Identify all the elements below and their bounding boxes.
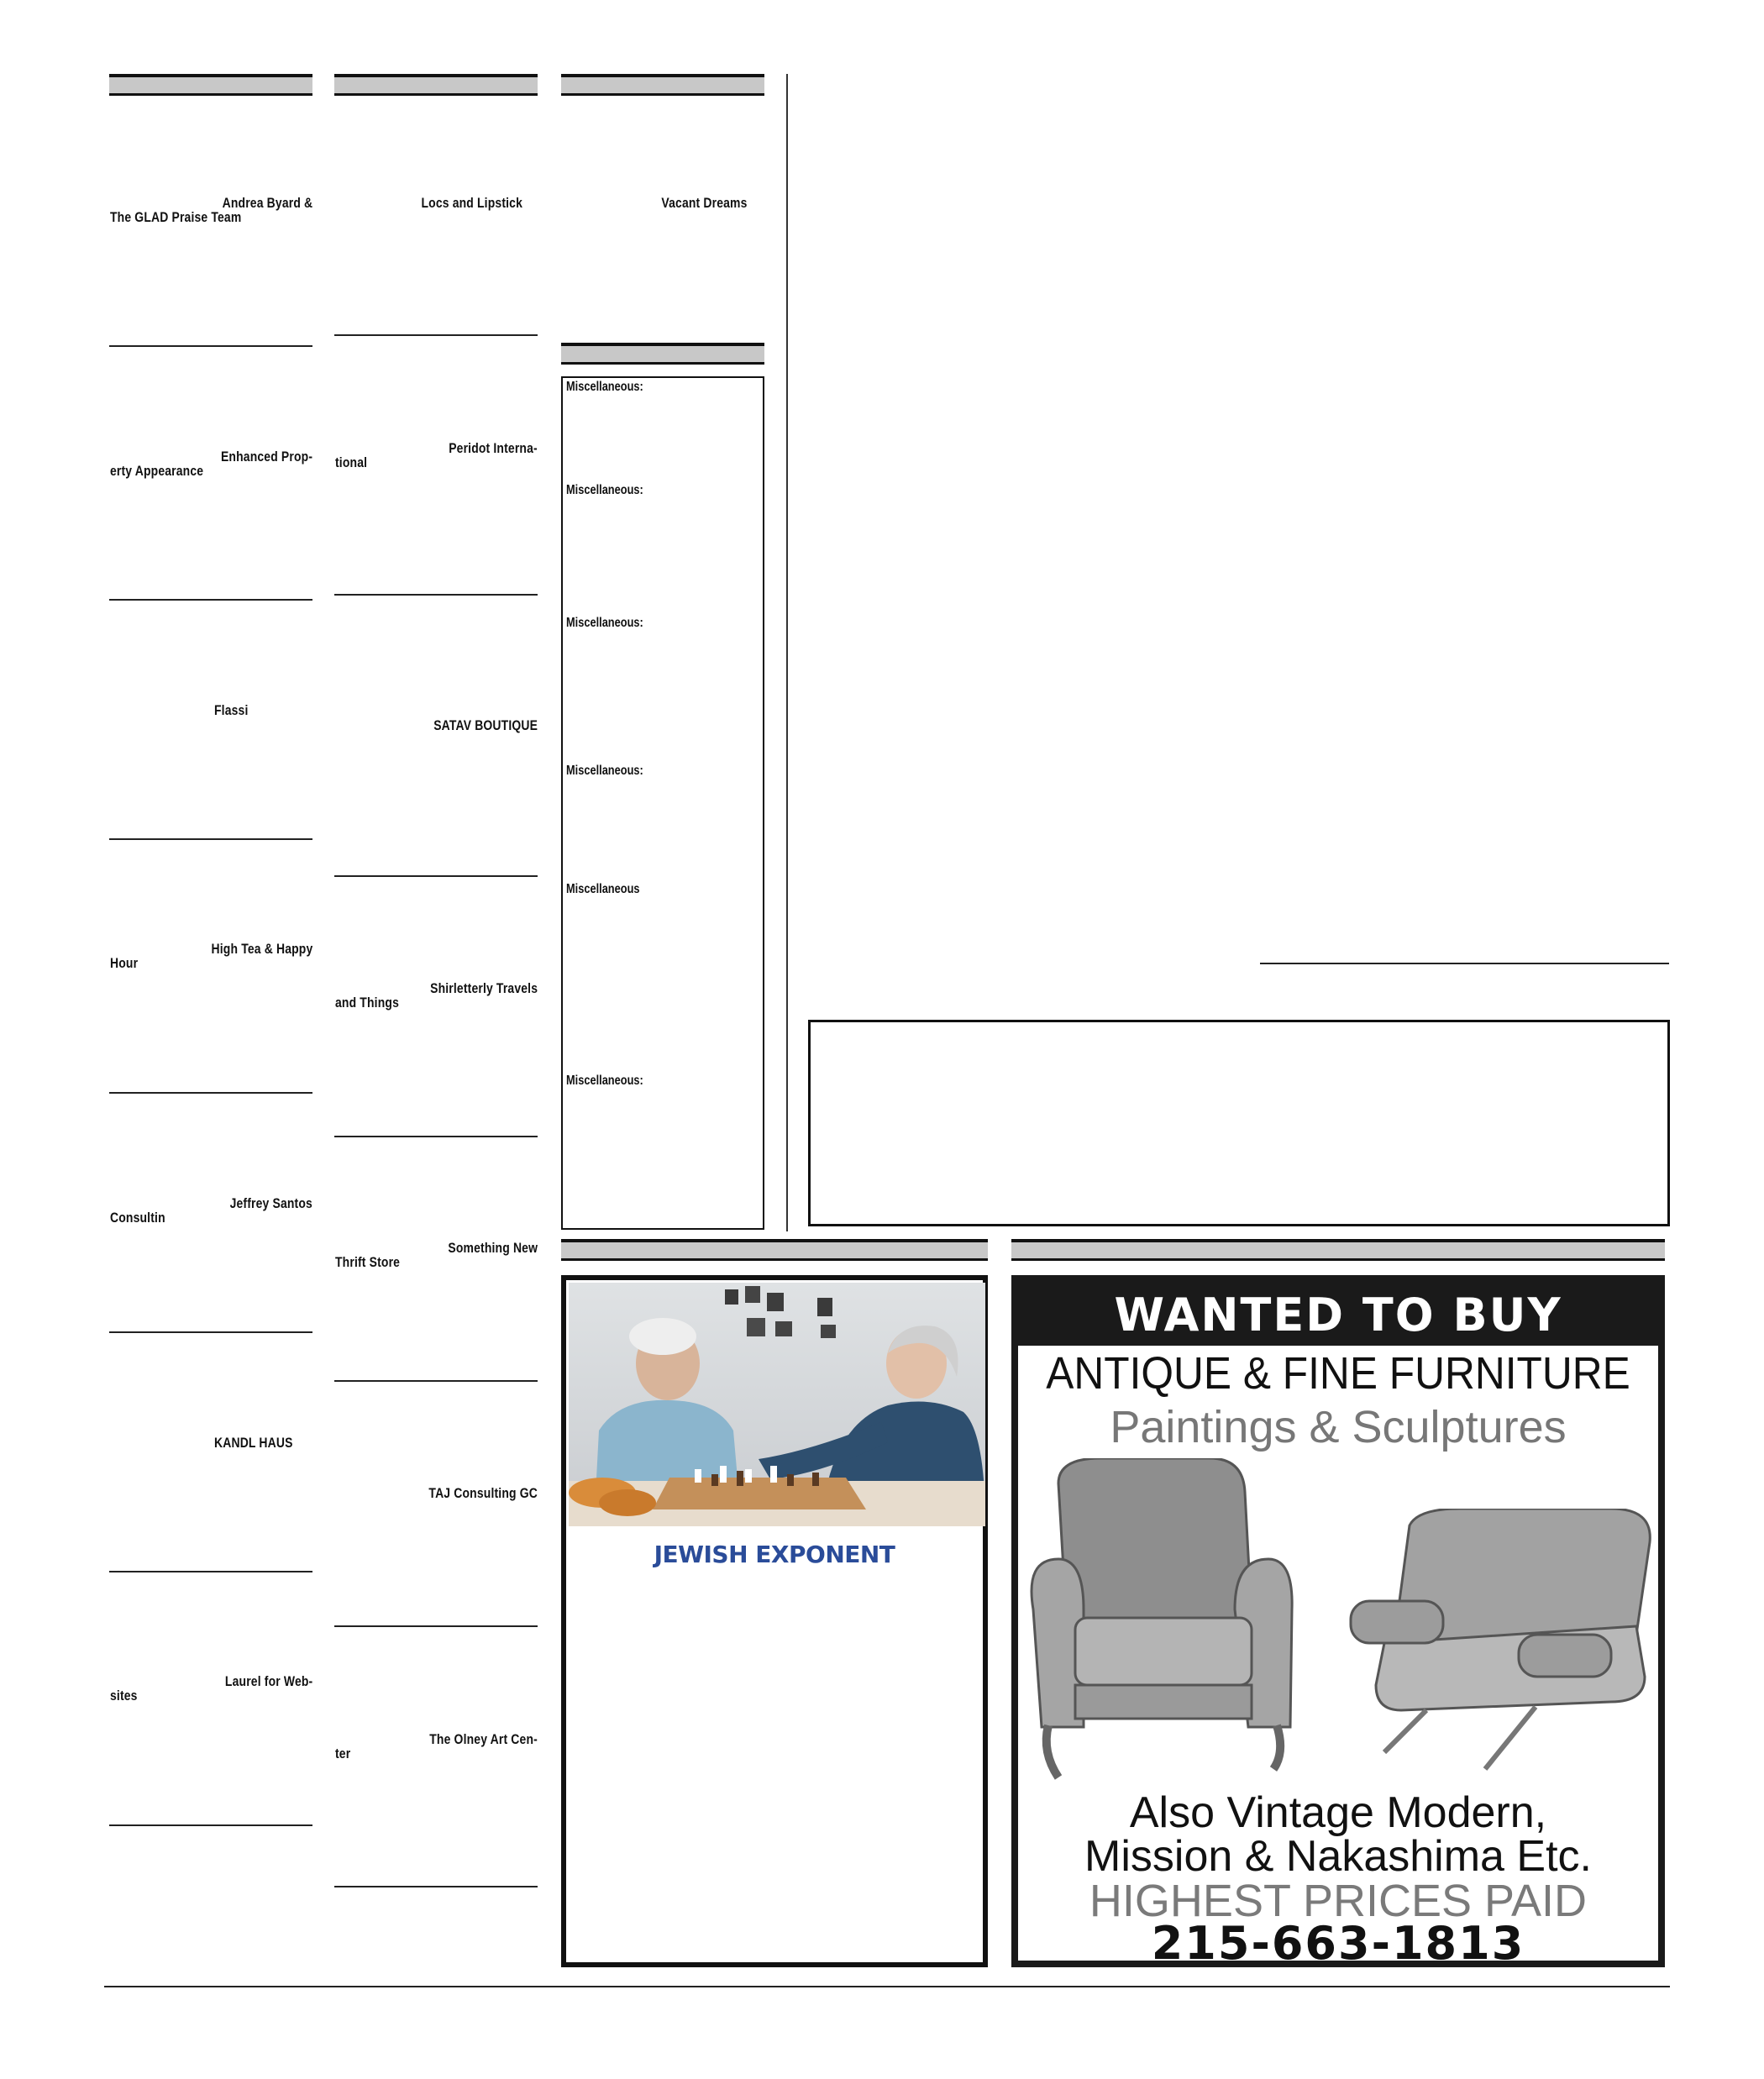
listing-name: Flassi [214, 702, 249, 718]
listing-name: Jeffrey Santos [229, 1195, 312, 1211]
divider [334, 1625, 538, 1627]
ad-header-bar-left [561, 1239, 988, 1261]
exponent-ad[interactable] [561, 1275, 988, 1967]
listing-name: Something New [448, 1240, 538, 1256]
ad-line-paintings: Paintings & Sculptures [1110, 1402, 1567, 1452]
furniture-ad[interactable] [1011, 1275, 1665, 1970]
misc-box [561, 376, 764, 1230]
divider [334, 875, 538, 877]
divider [109, 838, 312, 840]
page-bottom-rule [104, 1986, 1670, 1987]
listing-name-cont: Consultin [110, 1210, 165, 1226]
divider [109, 345, 312, 347]
misc-label: Miscellaneous [566, 882, 640, 896]
listing-name: Peridot Interna- [449, 440, 538, 456]
divider [109, 599, 312, 601]
listing-name-cont: tional [335, 454, 368, 470]
listing-name: The Olney Art Cen- [429, 1731, 538, 1747]
divider [334, 594, 538, 596]
col3-header-bar [561, 74, 764, 96]
misc-label: Miscellaneous: [566, 616, 643, 630]
misc-header-bar [561, 343, 764, 365]
listing-name-cont: Thrift Store [335, 1254, 401, 1270]
empty-bordered-box [808, 1020, 1670, 1226]
listing-name-cont: ter [335, 1746, 351, 1761]
listing-name: SATAV BOUTIQUE [433, 717, 538, 733]
divider [109, 1571, 312, 1572]
headline-banner [1018, 1282, 1658, 1346]
listing-name: Shirletterly Travels [429, 980, 538, 996]
ad-line-mission: Mission & Nakashima Etc. [1084, 1832, 1592, 1881]
listing-name: TAJ Consulting GC [428, 1485, 538, 1501]
misc-label: Miscellaneous: [566, 483, 643, 497]
divider [334, 334, 538, 336]
divider [334, 1380, 538, 1382]
divider [109, 1331, 312, 1333]
listing-name: Laurel for Web- [224, 1673, 312, 1689]
seniors-chess-photo [569, 1283, 985, 1526]
ad-line-prices: HIGHEST PRICES PAID [1089, 1876, 1588, 1926]
ad-header-bar-right [1011, 1239, 1665, 1261]
misc-label: Miscellaneous: [566, 380, 643, 394]
listing-name-cont: erty Appearance [110, 463, 204, 479]
armchair-illustration [1025, 1458, 1327, 1786]
col1-header-bar [109, 74, 312, 96]
listing-name: Locs and Lipstick [421, 195, 522, 211]
signature-line [1260, 963, 1669, 964]
listing-name: Vacant Dreams [661, 195, 748, 211]
divider [109, 1092, 312, 1094]
ad-line-vintage: Also Vintage Modern, [1129, 1788, 1547, 1837]
listing-name-cont: and Things [335, 995, 399, 1011]
misc-label: Miscellaneous: [566, 1074, 643, 1088]
listing-name-cont: The GLAD Praise Team [110, 209, 242, 225]
column-divider [786, 74, 788, 1231]
listing-name: Enhanced Prop- [220, 449, 312, 465]
divider [109, 1824, 312, 1826]
misc-label: Miscellaneous: [566, 764, 643, 778]
exponent-brand: JEWISH EXPONENT [654, 1541, 895, 1568]
listing-name-cont: Hour [110, 955, 139, 971]
listing-name: KANDL HAUS [214, 1435, 293, 1451]
listing-name-cont: sites [110, 1688, 138, 1704]
sofa-chair-illustration [1334, 1509, 1662, 1777]
divider [334, 1136, 538, 1137]
divider [334, 1886, 538, 1887]
ad-headline: WANTED TO BUY [1114, 1289, 1562, 1341]
listing-name: Andrea Byard & [222, 195, 312, 211]
ad-phone[interactable]: 215-663-1813 [1151, 1917, 1525, 1970]
col2-header-bar [334, 74, 538, 96]
listing-name: High Tea & Happy [211, 941, 312, 957]
ad-line-antique: ANTIQUE & FINE FURNITURE [1046, 1348, 1630, 1399]
